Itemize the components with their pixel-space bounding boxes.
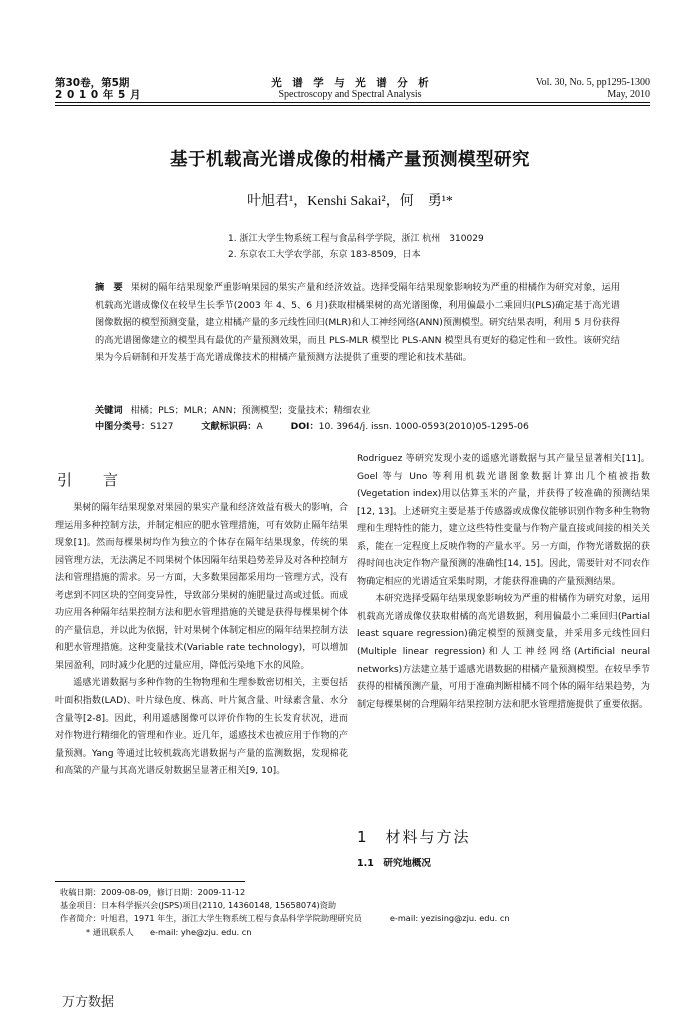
intro-paragraph-4: 本研究选择受隔年结果现象影响较为严重的柑橘作为研究对象，运用机载高光谱成像仪获取柑橘的高光谱数据，利用偏最小二乘回归(Partial least square regression)确定模型的预测变量，并采用多元线性回归(Multiple linear regression)和人工神经网络(Artificial neural networks)方法建立基于遥感光谱数据的柑橘产量预测模型。在较旱季节获得的柑橘预测产量，可用于准确判断柑橘不同个体的隔年结果趋势，为制定每棵果树的合理隔年结果控制方法和肥水管理措施提供了重要依据。: [357, 594, 650, 710]
affiliation-2: 2. 东京农工大学农学部，东京 183-8509，日本: [228, 250, 421, 260]
header-rule-bottom: [55, 105, 650, 106]
header-volume: 第30卷，第5期: [55, 77, 130, 89]
intro-paragraph-2: 遥感光谱数据与多种作物的生物物理和生理参数密切相关，主要包括叶面积指数(LAD)、叶片绿色度、株高、叶片氮含量、叶绿素含量、水分含量等[2-8]。因此，利用遥感图像可以评价作物的生长发育状况，进而对作物进行精细化的管理和作业。近几年，遥感技术也被应用于作物的产量预测。Yang 等通过比较机载高光谱数据与产量的监测数据，发现棉花和高粱的产量与其高光谱反射数据呈显著正相关[9, 10]。: [55, 678, 348, 777]
affiliation-1: 1. 浙江大学生物系统工程与食品科学学院，浙江 杭州 310029: [228, 234, 484, 244]
right-column: [357, 451, 650, 714]
intro-paragraph-1: 果树的隔年结果现象对果园的果实产量和经济效益有极大的影响，合理运用多种控制方法，并制定相应的肥水管理措施，可有效防止隔年结果现象[1]。然而每棵果树均作为独立的个体存在隔年结果现象，传统的果园管理方法，无法满足不同果树个体因隔年结果趋势差异及对各种控制方法和管理措施的需求。另一方面，大多数果园都采用均一管理方式，没有考虑到不同区块的空间变异性，导致部分果树的施肥量过高或过低。而成功应用各种隔年结果控制方法和肥水管理措施的关键是获得每棵果树个体的产量信息，并以此为依据，针对果树个体制定相应的隔年结果控制方法和肥水管理措施。这种变量技术(Variable rate technology)，可以增加果园盈利，同时减少化肥的过量应用，降低污染地下水的风险。: [55, 503, 348, 671]
abstract-label: 摘 要: [95, 282, 123, 293]
subsection-heading: 1.1 研究地概况: [357, 858, 431, 869]
intro-paragraph-3: Rodriguez 等研究发现小麦的遥感光谱数据与其产量呈显著相关[11]。Goel 等与 Uno 等利用机载光谱图象数据计算出几个植被指数(Vegetation index)用以估算玉米的产量，并获得了较准确的预测结果[12, 13]。上述研究主要是基于传感器或成像仪能够识别作物多种生物物理和生理特性的能力，建立这些特性变量与作物产量直接或间接的相关关系，能在一定程度上反映作物的产量水平。另一方面，作物光谱数据的获得时间也决定作物产量预测的准确性[14, 15]。因此，需要针对不同农作物确定相应的光谱适宜采集时期，才能获得准确的产量预测结果。: [357, 454, 650, 587]
article-authors: 叶旭君¹，Kenshi Sakai²，何 勇¹*: [247, 194, 453, 209]
footnote-fund: 基金项目：日本科学振兴会(JSPS)项目(2110, 14360148, 15658074)资助: [60, 900, 337, 911]
keywords-line: [95, 405, 620, 417]
clc-value: S127: [150, 421, 174, 432]
footnote-bio: [60, 912, 650, 925]
section-intro-heading: 引 言: [57, 471, 127, 489]
header-rule-top: [55, 102, 650, 103]
header-journal-en: Spectroscopy and Spectral Analysis: [278, 89, 422, 100]
article-title: 基于机载高光谱成像的柑橘产量预测模型研究: [170, 150, 530, 170]
abstract: [95, 279, 620, 367]
keywords-label: 关键词: [95, 405, 123, 416]
watermark: 万方数据: [62, 995, 115, 1010]
footnote-contact: * 通讯联系人 e-mail: yhe@zju. edu. cn: [86, 926, 252, 937]
header-date-en: May, 2010: [607, 89, 650, 100]
left-column: [55, 500, 348, 781]
doc-code-value: A: [256, 421, 263, 432]
footnote-bio-text: 作者简介：叶旭君，1971 年生，浙江大学生物系统工程与食品科学学院助理研究员: [60, 913, 362, 924]
header-journal-cn: 光 谱 学 与 光 谱 分 析: [271, 77, 429, 89]
keywords-text: 柑橘；PLS；MLR；ANN；预测模型；变量技术；精细农业: [130, 405, 371, 416]
header-date: 2 0 1 0 年 5 月: [55, 89, 141, 101]
section-methods-heading: 1 材料与方法: [357, 828, 471, 846]
abstract-text: 果树的隔年结果现象严重影响果园的果实产量和经济效益。选择受隔年结果现象影响较为严重的柑橘作为研究对象，运用机载高光谱成像仪在较旱生长季节(2003 年 4、5、6 月)获取柑橘果树的高光谱图像，利用偏最小二乘回归(PLS)确定基于高光谱图像数据的模型预测变量，建立柑橘产量的多元线性回归(MLR)和人工神经网络(ANN)预测模型。研究结果表明，利用 5 月份获得的高光谱图像建立的模型具有最优的产量预测效果，而且 PLS-MLR 模型比 PLS-ANN 模型具有更好的稳定性和一致性。该研究结果为今后研制和开发基于高光谱成像技术的柑橘产量预测方法提供了重要的理论和技术基础。: [95, 282, 621, 364]
clc-label: 中图分类号：: [95, 421, 151, 432]
footnote-bio-email: e-mail: yezising@zju. edu. cn: [389, 913, 510, 924]
footnote-received: 收稿日期：2009-08-09，修订日期：2009-11-12: [60, 887, 246, 897]
doi-label: DOI：: [290, 421, 319, 432]
classification-line: [95, 421, 620, 433]
header-vol-en: Vol. 30, No. 5, pp1295-1300: [535, 77, 650, 88]
doi-value: 10. 3964/j. issn. 1000-0593(2010)05-1295-06: [318, 421, 529, 432]
doc-code-label: 文献标识码：: [201, 421, 257, 432]
footnote-rule: [55, 881, 245, 882]
footnotes: [60, 886, 650, 939]
